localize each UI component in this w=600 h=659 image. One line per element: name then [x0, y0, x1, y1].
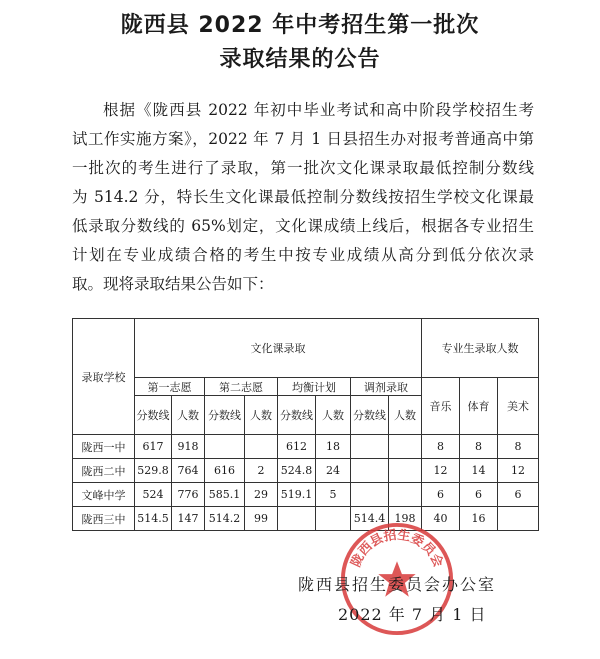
table-cell: 198 [389, 507, 422, 531]
table-cell: 6 [498, 483, 539, 507]
table-cell: 524.8 [278, 459, 316, 483]
table-cell: 776 [172, 483, 205, 507]
table-cell: 514.4 [351, 507, 389, 531]
table-cell: 514.2 [205, 507, 245, 531]
cell-school: 文峰中学 [73, 483, 135, 507]
header-special: 专业生录取人数 [422, 319, 539, 378]
table-cell [351, 435, 389, 459]
table-cell: 29 [245, 483, 278, 507]
issuing-office: 陇西县招生委员会办公室 [298, 575, 497, 594]
body-line: 一批次的考生进行了录取，第一批次文化课录取最低控制分数线 [72, 159, 534, 177]
table-cell [245, 435, 278, 459]
header-score: 分数线 [135, 396, 172, 435]
table-cell: 8 [460, 435, 498, 459]
table-cell: 8 [422, 435, 460, 459]
table-cell [389, 483, 422, 507]
table-cell: 5 [316, 483, 351, 507]
header-count: 人数 [245, 396, 278, 435]
header-count: 人数 [389, 396, 422, 435]
table-cell: 14 [460, 459, 498, 483]
table-cell: 2 [245, 459, 278, 483]
notice-title-line2: 录取结果的公告 [219, 47, 381, 72]
header-art: 美术 [498, 378, 539, 435]
seal-text: 陇西县招生委员会 [348, 527, 446, 570]
header-score: 分数线 [351, 396, 389, 435]
notice-body [72, 96, 534, 299]
table-cell: 612 [278, 435, 316, 459]
body-line: 试工作实施方案》，2022 年 7 月 1 日县招生办对报考普通高中第 [72, 130, 534, 148]
table-cell [351, 483, 389, 507]
table-cell: 24 [316, 459, 351, 483]
body-line: 为 514.2 分，特长生文化课最低控制分数线按招生学校文化课最 [72, 188, 534, 206]
admission-results-table [72, 318, 539, 531]
body-line: 取。现将录取结果公告如下： [72, 275, 274, 293]
table-cell [498, 507, 539, 531]
table-cell: 6 [460, 483, 498, 507]
table-row [73, 435, 539, 459]
table-cell: 514.5 [135, 507, 172, 531]
table-cell: 12 [498, 459, 539, 483]
table-row [73, 507, 539, 531]
table-cell: 617 [135, 435, 172, 459]
table-row [73, 459, 539, 483]
table-cell: 616 [205, 459, 245, 483]
header-sports: 体育 [460, 378, 498, 435]
body-line: 低录取分数线的 65%划定，文化课成绩上线后，根据各专业招生 [72, 217, 534, 235]
table-cell: 16 [460, 507, 498, 531]
table-cell [278, 507, 316, 531]
header-second-choice: 第二志愿 [205, 378, 278, 396]
table-cell [351, 459, 389, 483]
header-count: 人数 [172, 396, 205, 435]
header-count: 人数 [316, 396, 351, 435]
table-cell: 524 [135, 483, 172, 507]
table-cell: 12 [422, 459, 460, 483]
body-line: 计划在专业成绩合格的考生中按专业成绩从高分到低分依次录 [72, 246, 534, 264]
header-first-choice: 第一志愿 [135, 378, 205, 396]
cell-school: 陇西二中 [73, 459, 135, 483]
issue-date: 2022 年 7 月 1 日 [338, 605, 487, 624]
table-cell: 585.1 [205, 483, 245, 507]
table-cell: 18 [316, 435, 351, 459]
table-cell: 8 [498, 435, 539, 459]
table-cell: 529.8 [135, 459, 172, 483]
body-line: 根据《陇西县 2022 年初中毕业考试和高中阶段学校招生考 [103, 101, 534, 119]
header-culture: 文化课录取 [135, 319, 422, 378]
header-school: 录取学校 [73, 319, 135, 435]
header-adjust: 调剂录取 [351, 378, 422, 396]
notice-title-line1: 陇西县 2022 年中考招生第一批次 [120, 13, 480, 38]
table-cell: 764 [172, 459, 205, 483]
table-cell: 99 [245, 507, 278, 531]
header-balance-plan: 均衡计划 [278, 378, 351, 396]
table-cell: 40 [422, 507, 460, 531]
table-cell [389, 459, 422, 483]
table-row [73, 483, 539, 507]
table-cell: 6 [422, 483, 460, 507]
header-score: 分数线 [205, 396, 245, 435]
header-score: 分数线 [278, 396, 316, 435]
table-cell: 147 [172, 507, 205, 531]
table-cell: 519.1 [278, 483, 316, 507]
table-cell [389, 435, 422, 459]
cell-school: 陇西一中 [73, 435, 135, 459]
table-cell: 918 [172, 435, 205, 459]
header-music: 音乐 [422, 378, 460, 435]
cell-school: 陇西三中 [73, 507, 135, 531]
table-cell [205, 435, 245, 459]
